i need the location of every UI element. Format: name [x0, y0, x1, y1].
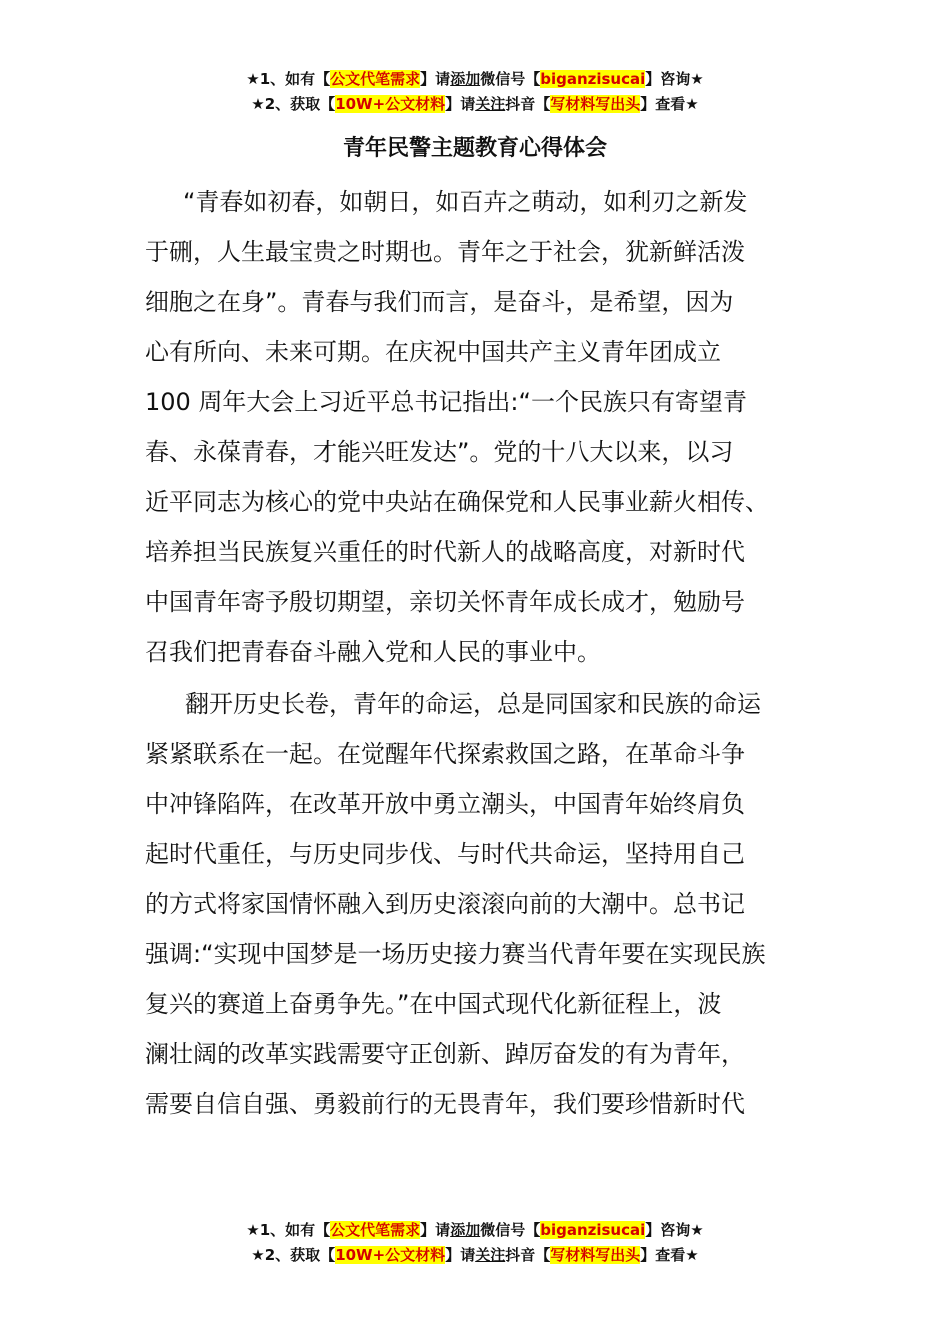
text-line: 于硎，人生最宝贵之时期也。青年之于社会，犹新鲜活泼 — [145, 238, 745, 266]
header-banner-line-2 — [0, 92, 950, 117]
banner-text: 】查看★ — [640, 1246, 699, 1264]
text-line: 澜壮阔的改革实践需要守正创新、踔厉奋发的有为青年， — [145, 1040, 745, 1068]
paragraph-2 — [145, 679, 810, 1129]
text-line: 的方式将家国情怀融入到历史滚滚向前的大潮中。总书记 — [145, 890, 745, 918]
banner-text: ★2、获取【 — [251, 95, 336, 113]
banner-text: 抖音【 — [505, 1246, 551, 1264]
banner-text: 】请 — [445, 1246, 476, 1264]
banner-text: 】查看★ — [640, 95, 699, 113]
text-line: 召我们把青春奋斗融入党和人民的事业中。 — [145, 638, 601, 666]
paragraph-1 — [145, 177, 810, 677]
text-line: 起时代重任，与历史同步伐、与时代共命运，坚持用自己 — [145, 840, 745, 868]
text-line: 春、永葆青春，才能兴旺发达”。党的十八大以来，以习 — [145, 438, 734, 466]
banner-text: 】请 — [420, 70, 451, 88]
footer-banner-line-1 — [0, 1218, 950, 1243]
text-line: 需要自信自强、勇毅前行的无畏青年，我们要珍惜新时代 — [145, 1090, 745, 1118]
header-banner-line-1 — [0, 67, 950, 92]
highlight-materials: 10W+公文材料 — [335, 95, 446, 113]
document-body — [145, 177, 810, 1129]
highlight-service: 公文代笔需求 — [330, 70, 421, 88]
text-line: 心有所向、未来可期。在庆祝中国共产主义青年团成立 — [145, 338, 721, 366]
banner-text: ★1、如有【 — [246, 70, 331, 88]
underlined-text: 关注 — [475, 1246, 506, 1264]
banner-text: 】请 — [445, 95, 476, 113]
text-line: 中国青年寄予殷切期望，亲切关怀青年成长成才，勉励号 — [145, 588, 745, 616]
highlight-materials: 10W+公文材料 — [335, 1246, 446, 1264]
underlined-text: 添加 — [450, 1221, 481, 1239]
text-line: 强调:“实现中国梦是一场历史接力赛当代青年要在实现民族 — [145, 940, 766, 968]
underlined-text: 添加 — [450, 70, 481, 88]
banner-text: ★2、获取【 — [251, 1246, 336, 1264]
banner-text: 抖音【 — [505, 95, 551, 113]
highlight-service: 公文代笔需求 — [330, 1221, 421, 1239]
banner-text: ★1、如有【 — [246, 1221, 331, 1239]
highlight-wechat-id: biganzisucai — [540, 1221, 646, 1239]
banner-text: 】请 — [420, 1221, 451, 1239]
text-line: 100 周年大会上习近平总书记指出:“一个民族只有寄望青 — [145, 388, 747, 416]
banner-text: 】咨询★ — [645, 1221, 704, 1239]
text-line: 培养担当民族复兴重任的时代新人的战略高度，对新时代 — [145, 538, 745, 566]
underlined-text: 关注 — [475, 95, 506, 113]
banner-text: 】咨询★ — [645, 70, 704, 88]
footer-banner-line-2 — [0, 1243, 950, 1268]
banner-text: 微信号【 — [480, 1221, 541, 1239]
text-line: 复兴的赛道上奋勇争先。”在中国式现代化新征程上，波 — [145, 990, 722, 1018]
text-line: 紧紧联系在一起。在觉醒年代探索救国之路，在革命斗争 — [145, 740, 745, 768]
footer-banner — [0, 1218, 950, 1268]
document-title: 青年民警主题教育心得体会 — [342, 136, 607, 161]
text-line: 中冲锋陷阵，在改革开放中勇立潮头，中国青年始终肩负 — [145, 790, 745, 818]
banner-text: 微信号【 — [480, 70, 541, 88]
highlight-wechat-id: biganzisucai — [540, 70, 646, 88]
text-line: 近平同志为核心的党中央站在确保党和人民事业薪火相传、 — [145, 488, 769, 516]
highlight-douyin-account: 写材料写出头 — [550, 1246, 641, 1264]
highlight-douyin-account: 写材料写出头 — [550, 95, 641, 113]
header-banner — [0, 67, 950, 117]
text-line: 翻开历史长卷，青年的命运，总是同国家和民族的命运 — [185, 690, 761, 718]
text-line: 细胞之在身”。青春与我们而言，是奋斗，是希望，因为 — [145, 288, 734, 316]
text-line: “青春如初春，如朝日，如百卉之萌动，如利刃之新发 — [183, 188, 748, 216]
